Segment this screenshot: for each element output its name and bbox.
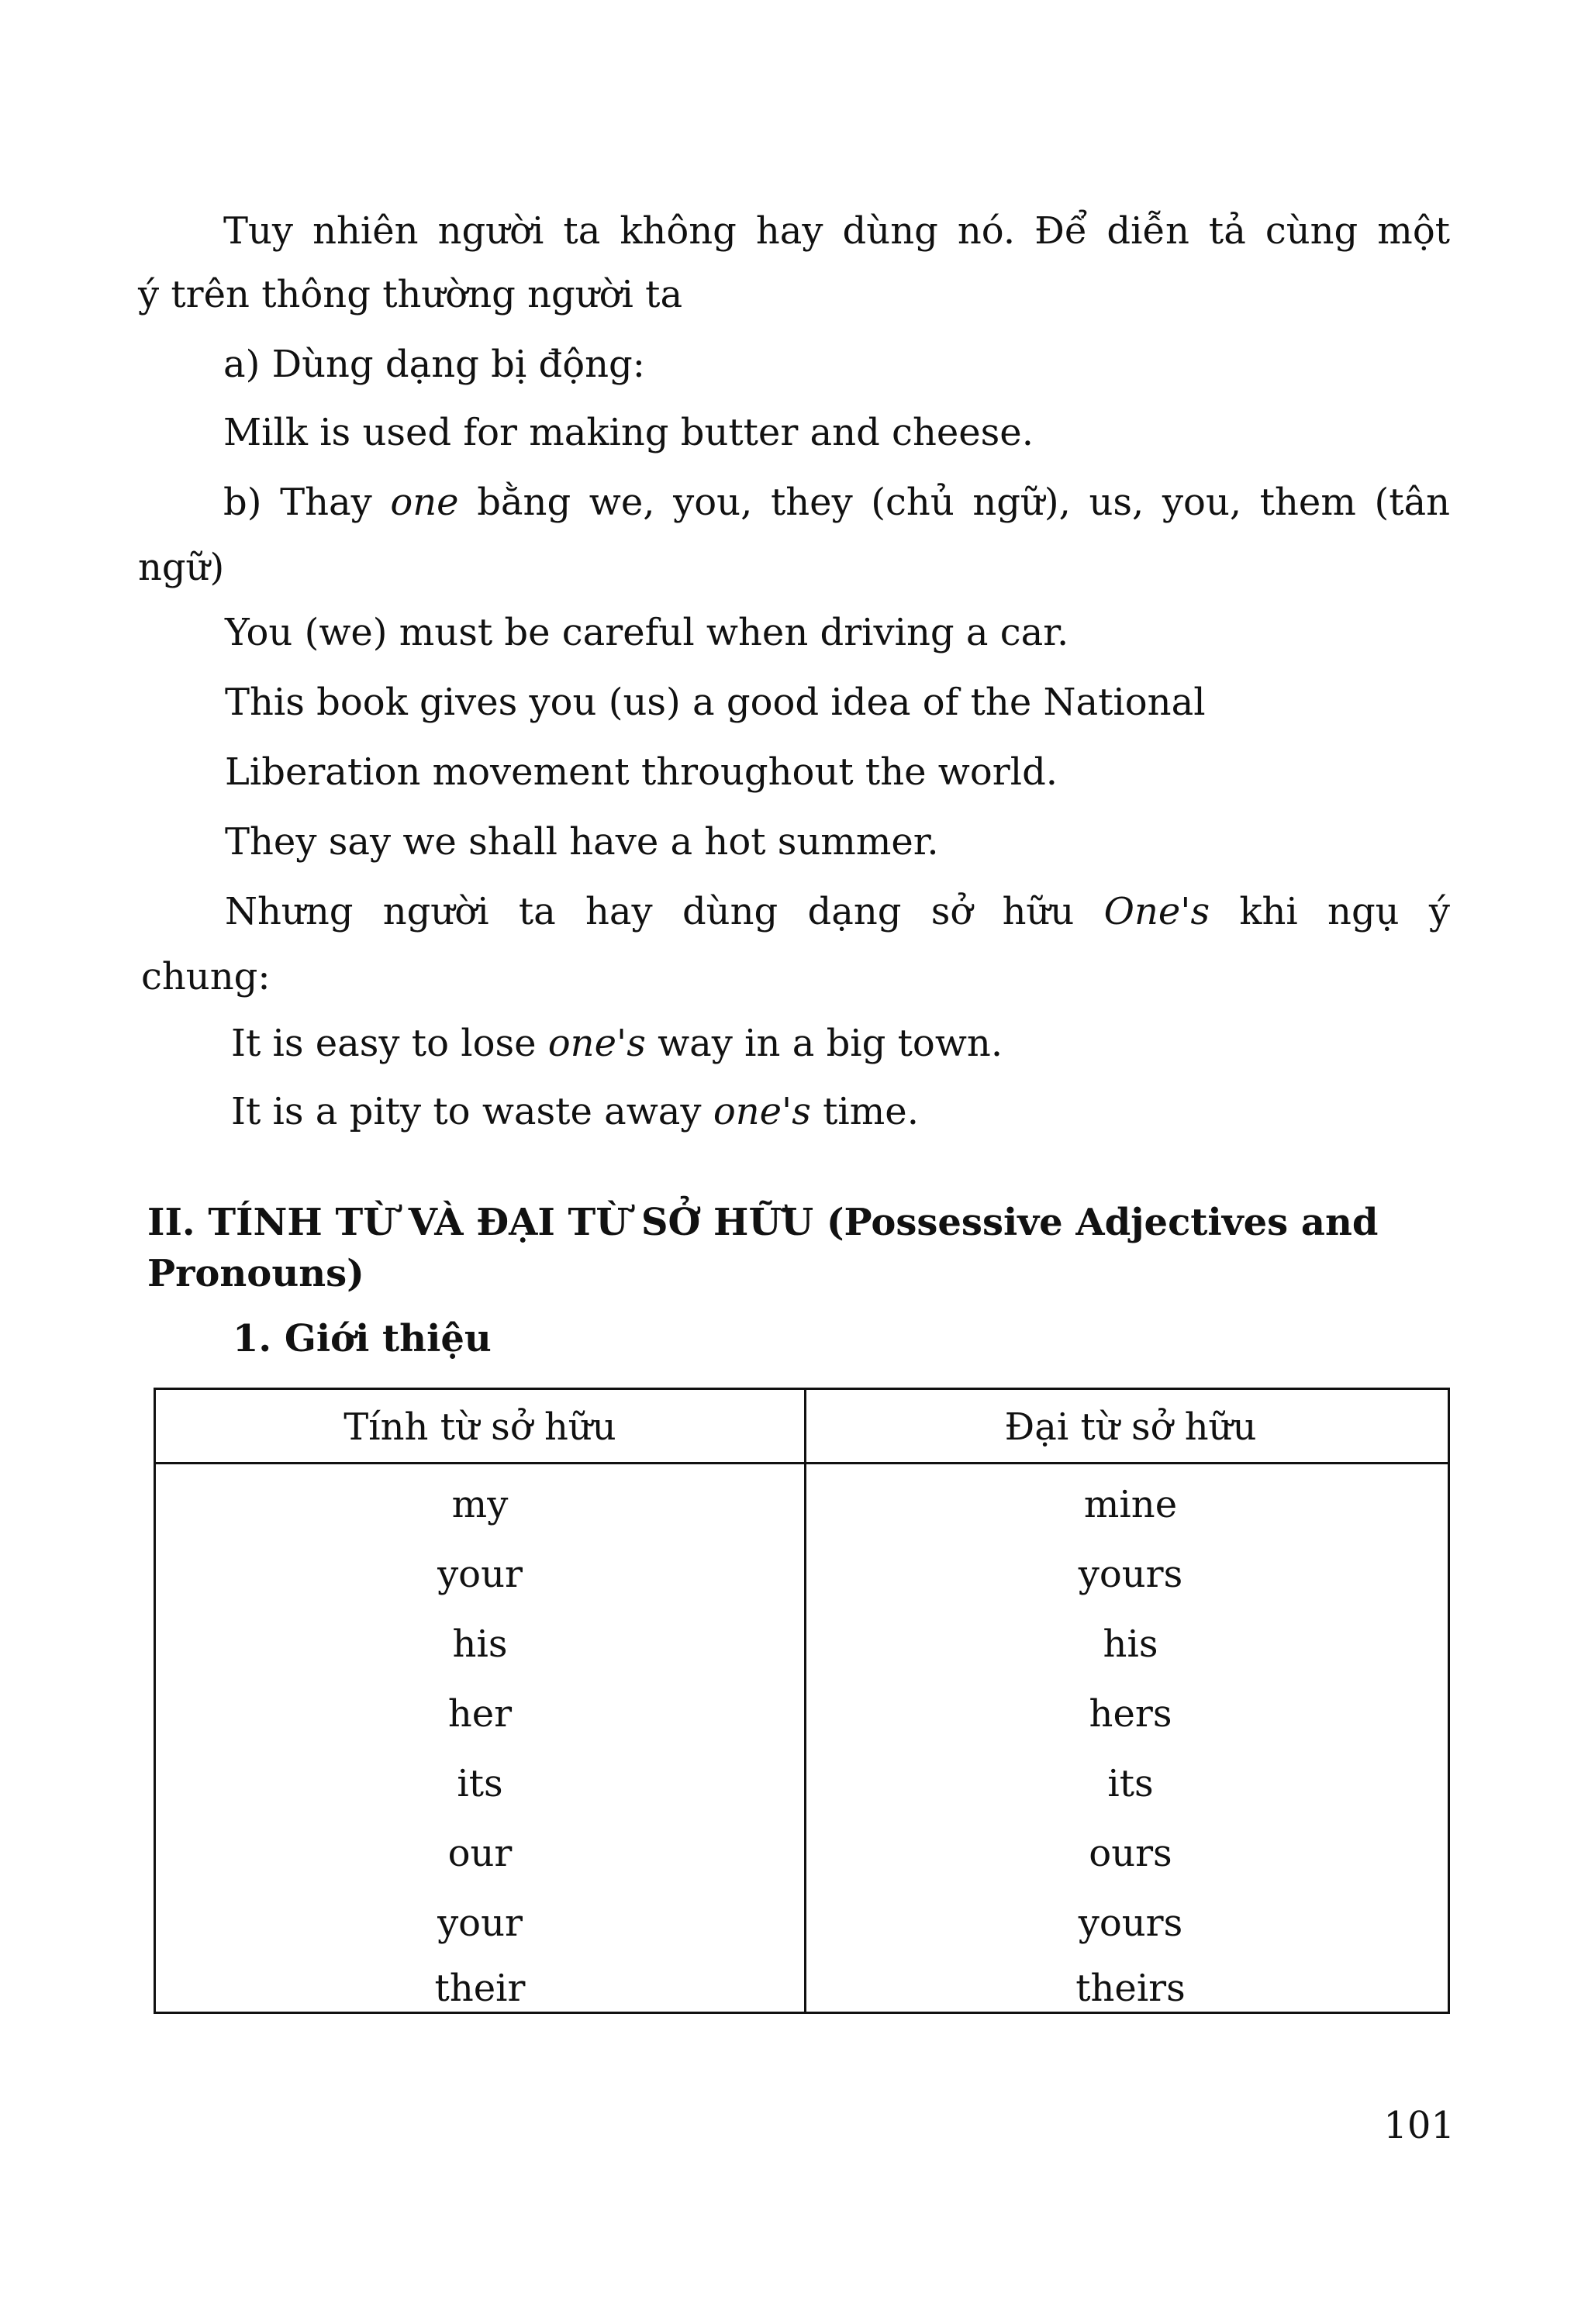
example-you-we: You (we) must be careful when driving a car. bbox=[225, 611, 1069, 654]
table-cell-pronoun: hers bbox=[1089, 1692, 1172, 1736]
item-a-label: a) Dùng dạng bị động: bbox=[223, 343, 645, 386]
italic-one: one bbox=[390, 481, 459, 524]
table-cell-adjective: their bbox=[434, 1967, 526, 2010]
table-header-adjectives: Tính từ sở hữu bbox=[343, 1405, 616, 1449]
table-cell-adjective: your bbox=[437, 1902, 523, 1945]
table-cell-pronoun: its bbox=[1107, 1762, 1154, 1805]
paragraph-1-line-2: ý trên thông thường người ta bbox=[138, 273, 683, 316]
italic-ones-easy: one's bbox=[547, 1022, 646, 1065]
table-cell-adjective: her bbox=[447, 1692, 513, 1736]
table-cell-pronoun: yours bbox=[1078, 1553, 1183, 1596]
item-b-line-2: ngữ) bbox=[138, 546, 225, 589]
example-they: They say we shall have a hot summer. bbox=[225, 820, 939, 864]
table-cell-adjective: its bbox=[457, 1762, 503, 1805]
table-cell-adjective: our bbox=[447, 1832, 513, 1875]
table-cell-adjective: his bbox=[452, 1622, 508, 1666]
possessive-table bbox=[154, 1388, 1450, 2014]
example-book-line-2: Liberation movement throughout the world. bbox=[225, 750, 1058, 794]
paragraph-nhung-line-1: Nhưng người ta hay dùng dạng sở hữu One's khi ngụ ý bbox=[225, 890, 1450, 933]
section-heading-line-2: Pronouns) bbox=[147, 1252, 364, 1295]
example-milk: Milk is used for making butter and cheese. bbox=[223, 411, 1034, 454]
paragraph-1-line-1: Tuy nhiên người ta không hay dùng nó. Để diễn tả cùng một bbox=[223, 209, 1450, 253]
paragraph-nhung-line-2: chung: bbox=[141, 955, 271, 998]
item-b-line-1: b) Thay one bằng we, you, they (chủ ngữ), us, you, them (tân bbox=[223, 481, 1451, 524]
table-cell-adjective: my bbox=[451, 1483, 509, 1526]
table-cell-pronoun: yours bbox=[1078, 1902, 1183, 1945]
example-pity: It is a pity to waste away one's time. bbox=[231, 1090, 919, 1133]
page-number: 101 bbox=[1383, 2104, 1455, 2147]
table-cell-pronoun: his bbox=[1103, 1622, 1158, 1666]
italic-ones-pity: one's bbox=[713, 1090, 811, 1133]
table-cell-adjective: your bbox=[437, 1553, 523, 1596]
italic-ones: One's bbox=[1103, 890, 1210, 933]
table-cell-pronoun: mine bbox=[1083, 1483, 1178, 1526]
subsection-heading: 1. Giới thiệu bbox=[233, 1317, 492, 1360]
table-cell-pronoun: ours bbox=[1089, 1832, 1172, 1875]
section-heading-line-1: II. TÍNH TỪ VÀ ĐẠI TỪ SỞ HỮU (Possessive Adjectives and bbox=[147, 1201, 1379, 1244]
example-easy: It is easy to lose one's way in a big town. bbox=[231, 1022, 1003, 1065]
table-cell-pronoun: theirs bbox=[1075, 1967, 1186, 2010]
example-book-line-1: This book gives you (us) a good idea of the National bbox=[225, 681, 1206, 724]
table-header-pronouns: Đại từ sở hữu bbox=[1004, 1405, 1257, 1449]
